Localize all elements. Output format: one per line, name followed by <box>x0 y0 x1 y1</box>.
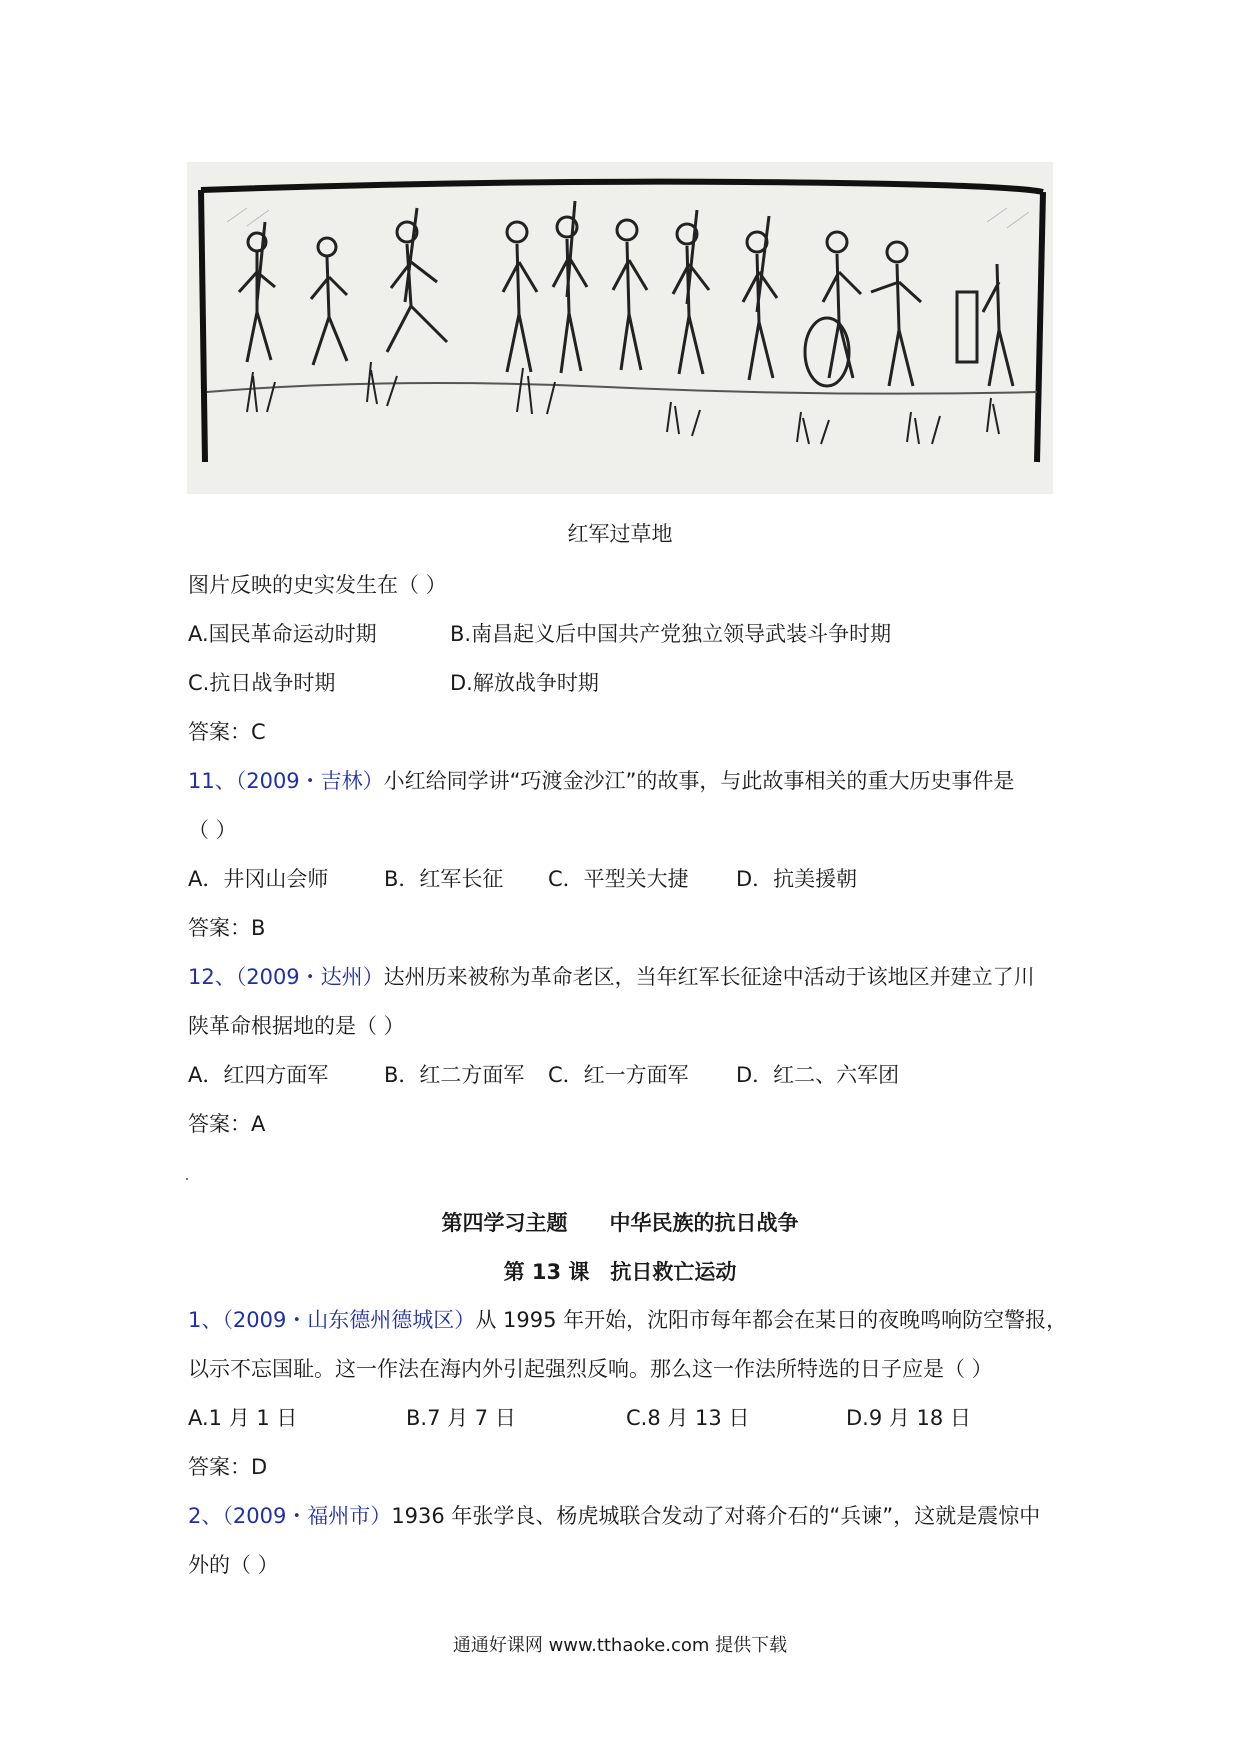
q12-stem-text: 达州历来被称为革命老区，当年红军长征途中活动于该地区并建立了川 <box>383 965 1035 989</box>
q1-options <box>188 1404 1088 1432</box>
q1-stem-line2: 以示不忘国耻。这一作法在海内外引起强烈反响。那么这一作法所特选的日子应是（ ） <box>188 1357 993 1381</box>
q11-option-b: B．红军长征 <box>384 867 504 891</box>
q11-option-d: D．抗美援朝 <box>736 867 858 891</box>
q11-stem-text: 小红给同学讲“巧渡金沙江”的故事，与此故事相关的重大历史事件是 <box>383 769 1015 793</box>
q10-answer: 答案：C <box>188 720 266 744</box>
q1-option-d: D.9 月 18 日 <box>846 1406 971 1430</box>
q12-stem-line2: 陕革命根据地的是（ ） <box>188 1014 405 1038</box>
figure-caption: 红军过草地 <box>567 522 673 546</box>
q11-stem-line1 <box>188 767 1014 795</box>
q1-source: 1、（2009・山东德州德城区） <box>188 1308 476 1332</box>
q1-option-c: C.8 月 13 日 <box>626 1406 750 1430</box>
q12-answer: 答案：A <box>188 1112 266 1136</box>
q10-options-row2 <box>188 669 1088 697</box>
q10-option-c: C.抗日战争时期 <box>188 671 336 695</box>
q10-options-row1 <box>188 620 1088 648</box>
red-army-grassland-illustration <box>187 162 1053 494</box>
q11-option-a: A．井冈山会师 <box>188 867 329 891</box>
q11-answer: 答案：B <box>188 916 266 940</box>
q12-source: 12、（2009・达州） <box>188 965 384 989</box>
q12-option-b: B．红二方面军 <box>384 1063 525 1087</box>
q10-option-b: B.南昌起义后中国共产党独立领导武装斗争时期 <box>450 622 892 646</box>
page-footer: 通通好课网 www.tthaoke.com 提供下载 <box>452 1635 788 1656</box>
q10-stem: 图片反映的史实发生在（ ） <box>188 573 447 597</box>
q12-option-c: C．红一方面军 <box>548 1063 689 1087</box>
q11-options <box>188 865 1088 893</box>
q1-answer: 答案：D <box>188 1455 268 1479</box>
q12-stem-line1 <box>188 963 1035 991</box>
q1-stem-line1 <box>188 1306 1067 1334</box>
q12-option-d: D．红二、六军团 <box>736 1063 900 1087</box>
q11-source: 11、（2009・吉林） <box>188 769 384 793</box>
q2-stem-line2: 外的（ ） <box>188 1553 279 1577</box>
q2-stem-text: 1936 年张学良、杨虎城联合发动了对蒋介石的“兵谏”，这就是震惊中 <box>391 1504 1041 1528</box>
q12-option-a: A．红四方面军 <box>188 1063 329 1087</box>
q1-option-a: A.1 月 1 日 <box>188 1406 298 1430</box>
lesson-heading: 第 13 课 抗日救亡运动 <box>503 1260 737 1284</box>
q11-option-c: C．平型关大捷 <box>548 867 689 891</box>
q12-options <box>188 1061 1088 1089</box>
section-theme-heading: 第四学习主题 中华民族的抗日战争 <box>441 1211 799 1235</box>
q1-stem-text: 从 1995 年开始，沈阳市每年都会在某日的夜晚鸣响防空警报， <box>475 1308 1068 1332</box>
q10-option-d: D.解放战争时期 <box>450 671 599 695</box>
q10-option-a: A.国民革命运动时期 <box>188 622 377 646</box>
stray-mark <box>186 1178 188 1180</box>
sketch-image <box>187 162 1053 494</box>
q2-stem-line1 <box>188 1502 1040 1530</box>
q2-source: 2、（2009・福州市） <box>188 1504 392 1528</box>
q11-stem-line2: （ ） <box>188 818 237 842</box>
q1-option-b: B.7 月 7 日 <box>406 1406 516 1430</box>
